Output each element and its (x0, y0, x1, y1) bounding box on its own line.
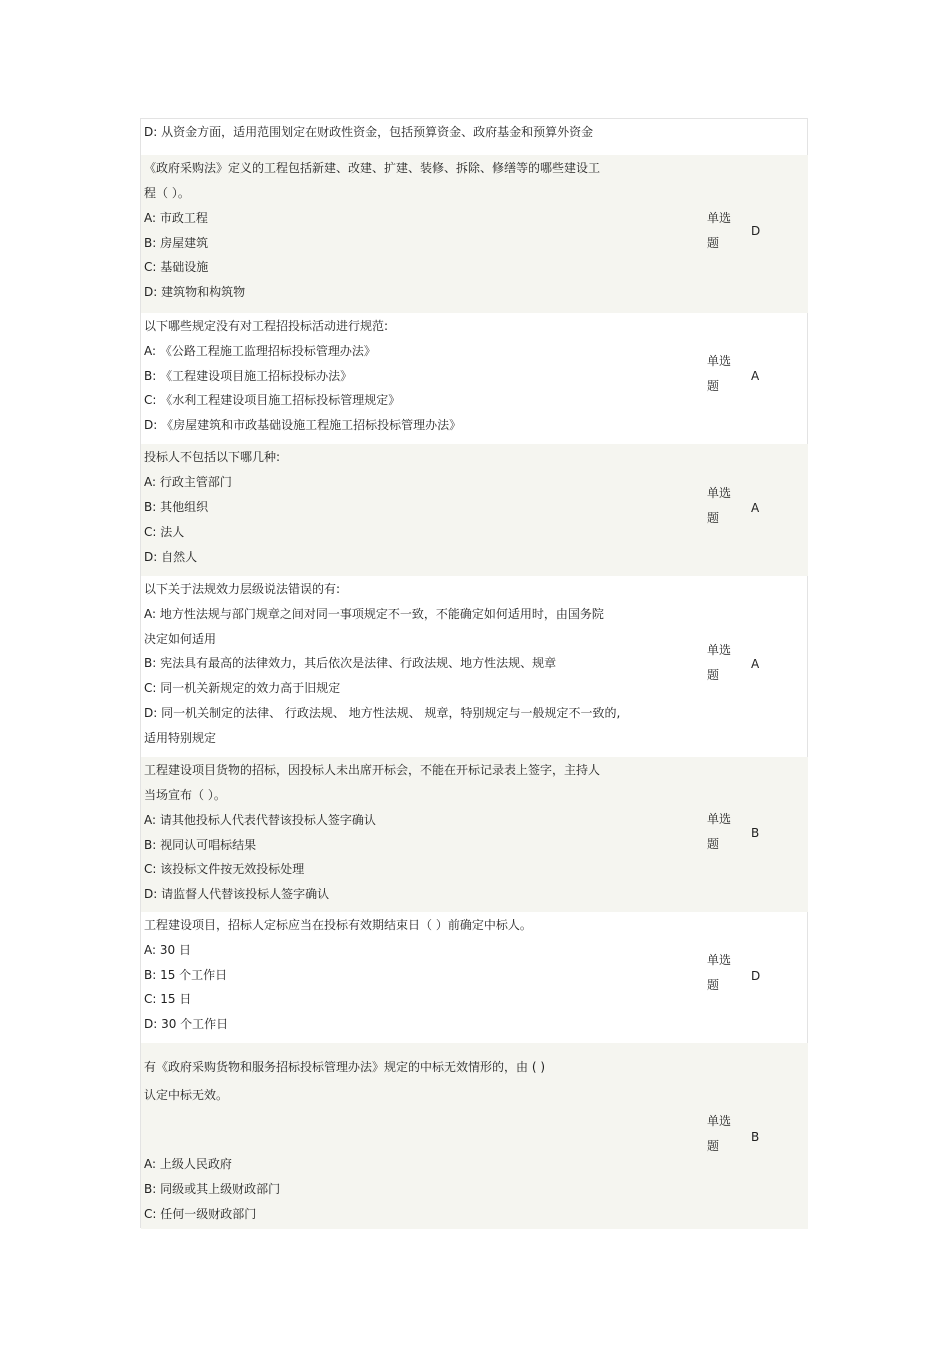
question-row (141, 912, 808, 1043)
question-text: 有《政府采购货物和服务招标投标管理办法》规定的中标无效情形的，由 ( ) (144, 1060, 545, 1074)
question-type: 单选题 (707, 211, 732, 250)
question-row (141, 119, 808, 155)
answer: B (751, 826, 760, 840)
option-text: D: 30 个工作日 (144, 1017, 229, 1031)
option-text: A: 上级人民政府 (144, 1157, 232, 1171)
answer: A (751, 501, 760, 515)
question-type: 单选题 (707, 953, 732, 992)
option-text: 认定中标无效。 (144, 1088, 229, 1102)
question-row (141, 1043, 808, 1229)
question-type: 单选题 (707, 486, 732, 525)
option-text: B: 15 个工作日 (144, 968, 228, 982)
answer: A (751, 657, 760, 671)
question-text: 投标人不包括以下哪几种: (144, 450, 281, 464)
option-text: D: 请监督人代替该投标人签字确认 (144, 887, 330, 901)
answer: B (751, 1130, 760, 1144)
question-text: 《政府采购法》定义的工程包括新建、改建、扩建、装修、拆除、修缮等的哪些建设工 (144, 161, 601, 175)
question-row (141, 444, 808, 576)
question-text: 以下关于法规效力层级说法错误的有: (144, 582, 341, 596)
question-row (141, 313, 808, 444)
option-text: B: 宪法具有最高的法律效力，其后依次是法律、行政法规、地方性法规、规章 (144, 656, 557, 670)
option-text: C: 《水利工程建设项目施工招标投标管理规定》 (144, 393, 401, 407)
option-text: D: 同一机关制定的法律、 行政法规、 地方性法规、 规章，特别规定与一般规定不一致的, (144, 706, 621, 720)
question-type: 单选题 (707, 354, 732, 393)
option-text: C: 任何一级财政部门 (144, 1207, 257, 1221)
option-text: C: 法人 (144, 525, 185, 539)
question-type: 单选题 (707, 1114, 732, 1153)
option-text: A: 行政主管部门 (144, 475, 232, 489)
question-text: 工程建设项目，招标人定标应当在投标有效期结束日（ ）前确定中标人。 (144, 918, 532, 932)
option-text: A: 市政工程 (144, 211, 208, 225)
option-text: C: 15 日 (144, 992, 192, 1006)
option-text: 程（ ）。 (144, 186, 190, 200)
option-text: D: 《房屋建筑和市政基础设施工程施工招标投标管理办法》 (144, 418, 462, 432)
option-text: D: 建筑物和构筑物 (144, 285, 246, 299)
answer: D (751, 969, 761, 983)
answer: A (751, 369, 760, 383)
question-type: 单选题 (707, 643, 732, 682)
option-text: B: 同级或其上级财政部门 (144, 1182, 281, 1196)
option-text: B: 视同认可唱标结果 (144, 838, 257, 852)
question-row (141, 576, 808, 757)
option-text: C: 该投标文件按无效投标处理 (144, 862, 305, 876)
option-text: A: 请其他投标人代表代替该投标人签字确认 (144, 813, 376, 827)
option-text: A: 《公路工程施工监理招标投标管理办法》 (144, 344, 376, 358)
question-text: D: 从资金方面，适用范围划定在财政性资金，包括预算资金、政府基金和预算外资金 (144, 125, 594, 139)
question-table (140, 118, 808, 1228)
option-text: A: 地方性法规与部门规章之间对同一事项规定不一致，不能确定如何适用时，由国务院 (144, 607, 604, 621)
answer: D (751, 224, 761, 238)
option-text: C: 同一机关新规定的效力高于旧规定 (144, 681, 341, 695)
option-text: B: 《工程建设项目施工招标投标办法》 (144, 369, 353, 383)
option-text: 适用特别规定 (144, 731, 217, 745)
option-text: D: 自然人 (144, 550, 198, 564)
question-row (141, 155, 808, 313)
option-text: B: 其他组织 (144, 500, 209, 514)
option-text: C: 基础设施 (144, 260, 209, 274)
question-text: 以下哪些规定没有对工程招投标活动进行规范: (144, 319, 389, 333)
question-row (141, 757, 808, 912)
option-text: B: 房屋建筑 (144, 236, 209, 250)
question-type: 单选题 (707, 812, 732, 851)
option-text: A: 30 日 (144, 943, 191, 957)
option-text: 决定如何适用 (144, 632, 217, 646)
option-text: 当场宣布（ ）。 (144, 788, 226, 802)
question-text: 工程建设项目货物的招标，因投标人未出席开标会，不能在开标记录表上签字，主持人 (144, 763, 601, 777)
